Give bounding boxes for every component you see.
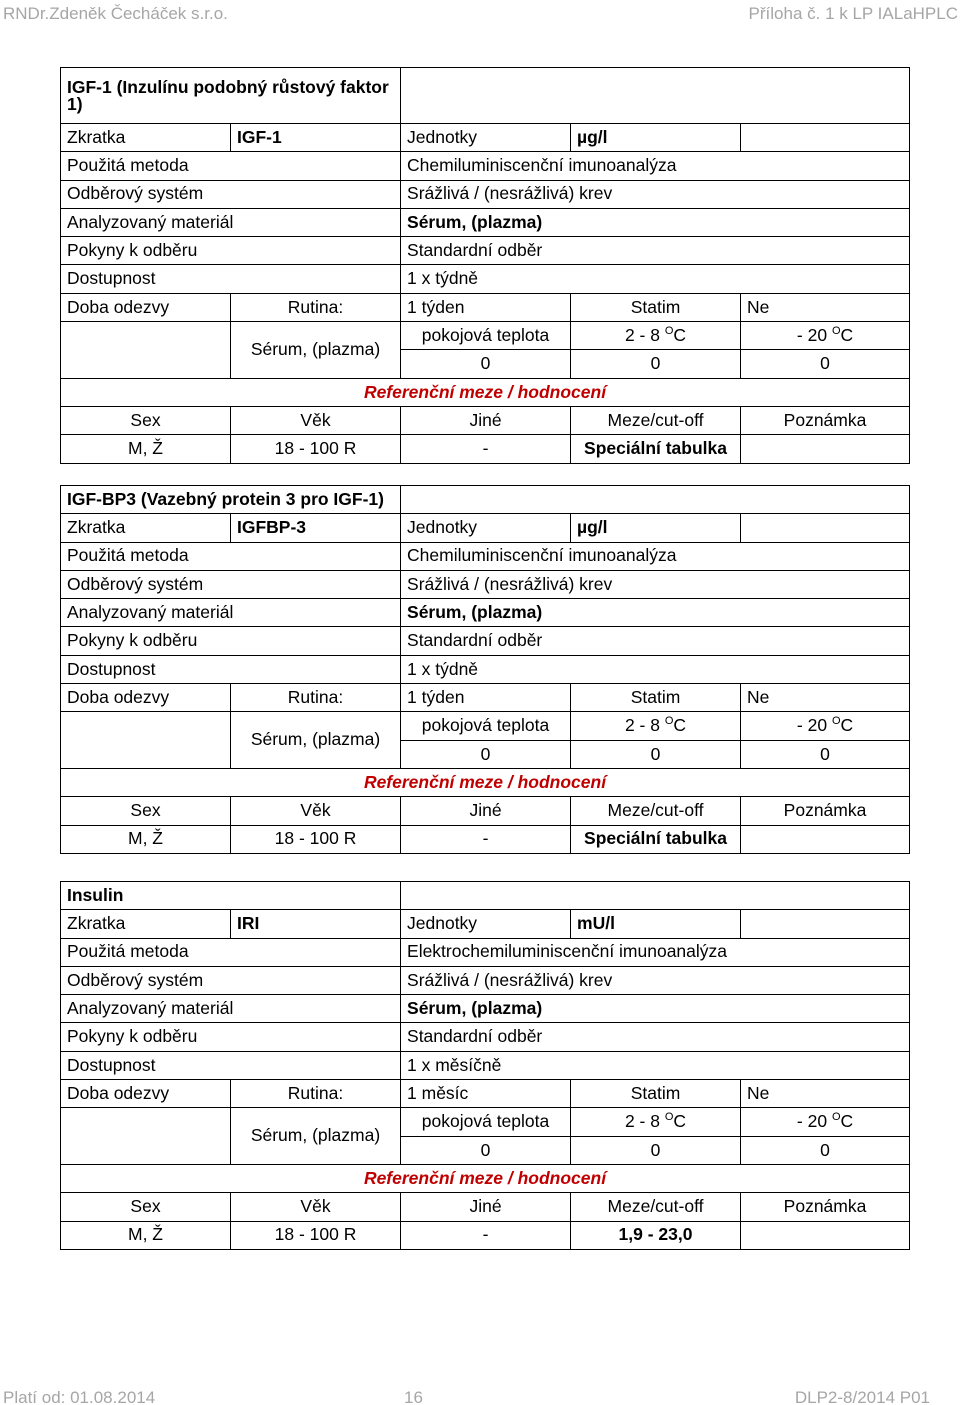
stability-freezer-value: 0 <box>741 740 910 768</box>
sample-type: Sérum, (plazma) <box>231 1108 401 1165</box>
abbrev-value: IGF-1 <box>231 124 401 152</box>
ref-other: - <box>401 1221 571 1249</box>
col-cutoff: Meze/cut-off <box>571 797 741 825</box>
ref-sex: M, Ž <box>61 435 231 463</box>
col-note: Poznámka <box>741 406 910 434</box>
method-label: Použitá metoda <box>61 938 401 966</box>
footer-doc-id: DLP2-8/2014 P01 <box>794 1388 930 1405</box>
stability-empty-cell <box>61 1108 231 1165</box>
instructions-label: Pokyny k odběru <box>61 627 401 655</box>
units-value: mU/l <box>571 910 741 938</box>
collection-value: Srážlivá / (nesrážlivá) krev <box>401 180 910 208</box>
ref-cutoff: 1,9 - 23,0 <box>571 1221 741 1249</box>
freezer-temp-label <box>741 1108 910 1136</box>
test-title: IGF-BP3 (Vazebný protein 3 pro IGF-1) <box>61 486 401 514</box>
ref-age: 18 - 100 R <box>231 1221 401 1249</box>
units-label: Jednotky <box>401 910 571 938</box>
ref-note <box>741 1221 910 1249</box>
instructions-label: Pokyny k odběru <box>61 237 401 265</box>
stability-empty-cell <box>61 322 231 379</box>
stability-room-value: 0 <box>401 1136 571 1164</box>
instructions-value: Standardní odběr <box>401 1023 910 1051</box>
fridge-temp-text: 2 - 8 <box>624 324 660 345</box>
stability-fridge-value: 0 <box>571 1136 741 1164</box>
degree-sup: O <box>831 1111 841 1124</box>
footer-page-number: 16 <box>404 1388 423 1405</box>
response-label: Doba odezvy <box>61 293 231 321</box>
test-block-3 <box>60 881 909 1250</box>
col-note: Poznámka <box>741 797 910 825</box>
method-value: Chemiluminiscenční imunoanalýza <box>401 542 910 570</box>
abbrev-label: Zkratka <box>61 124 231 152</box>
fridge-temp-text: 2 - 8 <box>624 1111 660 1132</box>
statim-value: Ne <box>741 1080 910 1108</box>
statim-label: Statim <box>571 684 741 712</box>
col-sex: Sex <box>61 406 231 434</box>
instructions-value: Standardní odběr <box>401 237 910 265</box>
celsius-unit: C <box>673 715 687 736</box>
routine-value: 1 měsíc <box>401 1080 571 1108</box>
fridge-temp-label <box>571 322 741 350</box>
statim-value: Ne <box>741 684 910 712</box>
availability-label: Dostupnost <box>61 265 401 293</box>
sample-type: Sérum, (plazma) <box>231 712 401 769</box>
footer-valid-from: Platí od: 01.08.2014 <box>3 1388 156 1405</box>
celsius-unit: C <box>673 324 687 345</box>
room-temp-label: pokojová teplota <box>401 322 571 350</box>
freezer-temp-text: - 20 <box>796 715 828 736</box>
material-value: Sérum, (plazma) <box>401 599 910 627</box>
fridge-temp-text: 2 - 8 <box>624 715 660 736</box>
statim-label: Statim <box>571 1080 741 1108</box>
units-label: Jednotky <box>401 124 571 152</box>
ref-other: - <box>401 435 571 463</box>
stability-room-value: 0 <box>401 740 571 768</box>
test-block-1 <box>60 67 909 464</box>
reference-title: Referenční meze / hodnocení <box>61 768 910 796</box>
col-note: Poznámka <box>741 1193 910 1221</box>
ref-age: 18 - 100 R <box>231 825 401 853</box>
freezer-temp-label <box>741 322 910 350</box>
stability-empty-cell <box>61 712 231 769</box>
statim-value: Ne <box>741 293 910 321</box>
units-value: µg/l <box>571 124 741 152</box>
celsius-unit: C <box>840 1111 854 1132</box>
abbrev-label: Zkratka <box>61 910 231 938</box>
method-value: Chemiluminiscenční imunoanalýza <box>401 152 910 180</box>
abbrev-label: Zkratka <box>61 514 231 542</box>
fridge-temp-label <box>571 1108 741 1136</box>
availability-label: Dostupnost <box>61 655 401 683</box>
col-cutoff: Meze/cut-off <box>571 1193 741 1221</box>
col-other: Jiné <box>401 797 571 825</box>
ref-note <box>741 435 910 463</box>
collection-label: Odběrový systém <box>61 570 401 598</box>
ref-sex: M, Ž <box>61 825 231 853</box>
response-label: Doba odezvy <box>61 1080 231 1108</box>
units-label: Jednotky <box>401 514 571 542</box>
header-annex: Příloha č. 1 k LP IALaHPLC <box>748 4 958 23</box>
routine-value: 1 týden <box>401 293 571 321</box>
fridge-temp-label <box>571 712 741 740</box>
units-value: µg/l <box>571 514 741 542</box>
degree-sup: O <box>831 715 841 728</box>
col-age: Věk <box>231 1193 401 1221</box>
instructions-value: Standardní odběr <box>401 627 910 655</box>
col-sex: Sex <box>61 1193 231 1221</box>
reference-title: Referenční meze / hodnocení <box>61 378 910 406</box>
material-label: Analyzovaný materiál <box>61 208 401 236</box>
title-empty-cell <box>401 486 910 514</box>
test-block-2 <box>60 485 909 854</box>
routine-label: Rutina: <box>231 293 401 321</box>
material-value: Sérum, (plazma) <box>401 995 910 1023</box>
units-empty-cell <box>741 124 910 152</box>
statim-label: Statim <box>571 293 741 321</box>
method-value: Elektrochemiluminiscenční imunoanalýza <box>401 938 910 966</box>
units-empty-cell <box>741 514 910 542</box>
celsius-unit: C <box>673 1111 687 1132</box>
degree-sup: O <box>664 1111 674 1124</box>
sample-type: Sérum, (plazma) <box>231 322 401 379</box>
ref-sex: M, Ž <box>61 1221 231 1249</box>
col-sex: Sex <box>61 797 231 825</box>
col-age: Věk <box>231 797 401 825</box>
col-age: Věk <box>231 406 401 434</box>
celsius-unit: C <box>840 715 854 736</box>
title-empty-cell <box>401 882 910 910</box>
material-value: Sérum, (plazma) <box>401 208 910 236</box>
stability-fridge-value: 0 <box>571 740 741 768</box>
routine-label: Rutina: <box>231 1080 401 1108</box>
header-company: RNDr.Zdeněk Čecháček s.r.o. <box>3 4 228 23</box>
availability-label: Dostupnost <box>61 1051 401 1079</box>
freezer-temp-label <box>741 712 910 740</box>
routine-value: 1 týden <box>401 684 571 712</box>
method-label: Použitá metoda <box>61 542 401 570</box>
col-other: Jiné <box>401 406 571 434</box>
room-temp-label: pokojová teplota <box>401 712 571 740</box>
stability-freezer-value: 0 <box>741 350 910 378</box>
availability-value: 1 x týdně <box>401 265 910 293</box>
degree-sup: O <box>664 324 674 337</box>
ref-age: 18 - 100 R <box>231 435 401 463</box>
title-empty-cell <box>401 68 910 124</box>
test-title: IGF-1 (Inzulínu podobný růstový faktor 1) <box>61 68 401 124</box>
degree-sup: O <box>664 715 674 728</box>
ref-cutoff: Speciální tabulka <box>571 825 741 853</box>
abbrev-value: IGFBP-3 <box>231 514 401 542</box>
instructions-label: Pokyny k odběru <box>61 1023 401 1051</box>
ref-cutoff: Speciální tabulka <box>571 435 741 463</box>
freezer-temp-text: - 20 <box>796 324 828 345</box>
degree-sup: O <box>831 324 841 337</box>
availability-value: 1 x měsíčně <box>401 1051 910 1079</box>
room-temp-label: pokojová teplota <box>401 1108 571 1136</box>
ref-note <box>741 825 910 853</box>
response-label: Doba odezvy <box>61 684 231 712</box>
reference-title: Referenční meze / hodnocení <box>61 1164 910 1192</box>
collection-value: Srážlivá / (nesrážlivá) krev <box>401 966 910 994</box>
material-label: Analyzovaný materiál <box>61 995 401 1023</box>
collection-label: Odběrový systém <box>61 180 401 208</box>
units-empty-cell <box>741 910 910 938</box>
availability-value: 1 x týdně <box>401 655 910 683</box>
test-title: Insulin <box>61 882 401 910</box>
col-other: Jiné <box>401 1193 571 1221</box>
stability-freezer-value: 0 <box>741 1136 910 1164</box>
celsius-unit: C <box>840 324 854 345</box>
freezer-temp-text: - 20 <box>796 1111 828 1132</box>
stability-fridge-value: 0 <box>571 350 741 378</box>
collection-value: Srážlivá / (nesrážlivá) krev <box>401 570 910 598</box>
method-label: Použitá metoda <box>61 152 401 180</box>
collection-label: Odběrový systém <box>61 966 401 994</box>
col-cutoff: Meze/cut-off <box>571 406 741 434</box>
routine-label: Rutina: <box>231 684 401 712</box>
abbrev-value: IRI <box>231 910 401 938</box>
ref-other: - <box>401 825 571 853</box>
stability-room-value: 0 <box>401 350 571 378</box>
material-label: Analyzovaný materiál <box>61 599 401 627</box>
